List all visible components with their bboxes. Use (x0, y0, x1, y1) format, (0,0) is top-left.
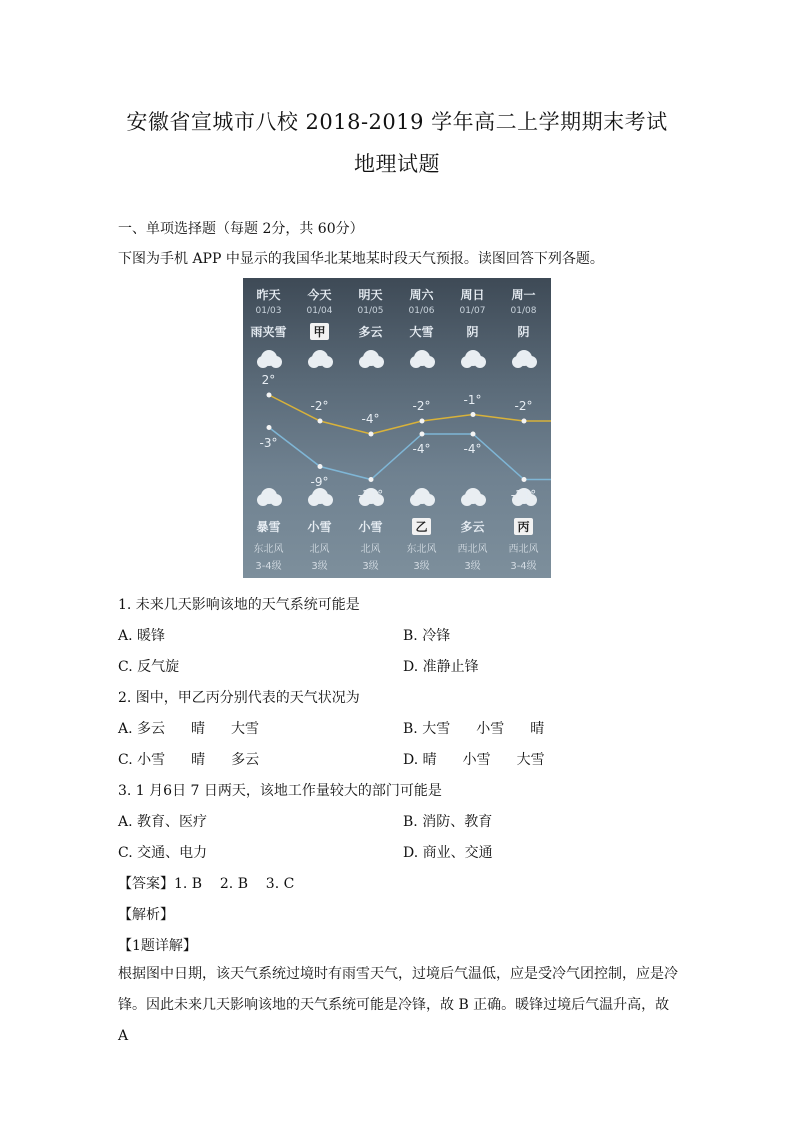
day-condition: 甲 (294, 323, 345, 340)
q2-c-2: 晴 (191, 752, 206, 768)
day-condition: 大雪 (409, 325, 434, 339)
low-temp-label: -11° (510, 487, 537, 502)
cloud-icon (461, 350, 486, 368)
date-label: 01/05 (357, 306, 384, 316)
cloud-icon (359, 350, 384, 368)
date-label: 01/04 (306, 306, 333, 316)
day-label: 周一 (511, 288, 536, 302)
wind-direction: 北风 (309, 544, 330, 555)
temp-point (420, 419, 425, 424)
section-heading: 一、单项选择题（每题 2分，共 60分） (118, 221, 364, 237)
wind-level: 3-4级 (255, 561, 282, 572)
q2-option-b (403, 718, 544, 738)
q2-a-2: 晴 (191, 721, 206, 737)
wind-direction: 北风 (360, 544, 381, 555)
temp-point (471, 432, 476, 437)
q1-option-a: A. 暖锋 (118, 628, 166, 644)
wind-direction: 西北风 (457, 544, 488, 555)
wind-level: 3级 (362, 561, 379, 572)
q1-option-b: B. 冷锋 (403, 628, 451, 644)
temp-point (318, 419, 323, 424)
date-label: 01/07 (459, 306, 486, 316)
q2-a-3: 大雪 (231, 721, 260, 737)
answer-line (118, 873, 294, 893)
wind-level: 3级 (311, 561, 328, 572)
q1-option-c: C. 反气旋 (118, 659, 180, 675)
q3-option-c: C. 交通、电力 (118, 845, 208, 861)
high-temp-label: -2° (412, 399, 431, 413)
q3-option-a: A. 教育、医疗 (118, 814, 208, 830)
high-temp-label: -2° (514, 399, 533, 413)
wind-level: 3级 (413, 561, 430, 572)
night-condition: 小雪 (358, 520, 383, 534)
question-intro: 下图为手机 APP 中显示的我国华北某地某时段天气预报。读图回答下列各题。 (118, 251, 604, 267)
temp-point (267, 393, 272, 398)
temp-point (522, 477, 527, 482)
q3-option-d: D. 商业、交通 (403, 845, 493, 861)
date-label: 01/03 (255, 306, 282, 316)
cloud-icon (257, 350, 282, 368)
q2-d-1: D. 晴 (403, 752, 437, 768)
wind-direction: 西北风 (508, 544, 539, 555)
date-label: 01/08 (510, 306, 537, 316)
temp-point (369, 432, 374, 437)
day-condition: 雨夹雪 (250, 325, 287, 339)
document-title: 安徽省宣城市八校 2018-2019 学年高二上学期期末考试 (126, 110, 668, 134)
day-label: 昨天 (256, 288, 281, 302)
q2-b-3: 晴 (530, 721, 545, 737)
q2-a-1: A. 多云 (118, 721, 166, 737)
day-label: 明天 (358, 288, 383, 302)
temp-point (318, 464, 323, 469)
day-label: 周六 (409, 288, 434, 302)
temp-point (420, 432, 425, 437)
q2-d-2: 小雪 (462, 752, 491, 768)
q2-option-d (403, 749, 545, 769)
cloud-icon (410, 350, 435, 368)
wind-direction: 东北风 (406, 544, 437, 555)
answer-text: 1. B 2. B 3. C (174, 876, 295, 892)
night-condition: 小雪 (307, 520, 332, 534)
day-label: 今天 (307, 288, 332, 302)
q2-b-2: 小雪 (476, 721, 505, 737)
high-temp-label: -2° (310, 399, 329, 413)
weather-forecast-image (243, 278, 551, 578)
document-subtitle: 地理试题 (354, 152, 440, 176)
q2-b-1: B. 大雪 (403, 721, 451, 737)
cloud-icon (308, 350, 333, 368)
wind-level: 3-4级 (510, 561, 537, 572)
high-temp-label: -4° (361, 412, 380, 426)
question-3-stem: 3. 1 月6日 7 日两天，该地工作量较大的部门可能是 (118, 783, 442, 799)
question-1-stem: 1. 未来几天影响该地的天气系统可能是 (118, 597, 360, 613)
low-temp-label: -9° (310, 474, 329, 489)
low-temp-label: -11° (357, 487, 384, 502)
q1-option-d: D. 准静止锋 (403, 659, 479, 675)
q2-d-3: 大雪 (516, 752, 545, 768)
day-label: 周日 (460, 288, 485, 302)
low-temp-label: -3° (259, 435, 278, 450)
q3-option-b: B. 消防、教育 (403, 814, 493, 830)
cloud-icon (308, 488, 333, 506)
question-2-stem: 2. 图中，甲乙丙分别代表的天气状况为 (118, 690, 360, 706)
explanation-text: 根据图中日期，该天气系统过境时有雨雪天气，过境后气温低，应是受冷气团控制，应是冷锋。因此未来几天影响该地的天气系统可能是冷锋，故 B 正确。暖锋过境后气温升高，故 A (118, 966, 678, 1044)
wind-direction: 东北风 (253, 544, 284, 555)
night-condition: 丙 (498, 518, 549, 535)
night-condition: 乙 (396, 518, 447, 535)
answer-label: 【答案】 (118, 876, 174, 892)
date-label: 01/06 (408, 306, 435, 316)
day-condition: 阴 (466, 325, 479, 339)
temp-point (471, 412, 476, 417)
low-temp-label: -4° (412, 442, 431, 456)
cloud-icon (512, 350, 537, 368)
analysis-heading: 【解析】 (118, 907, 174, 923)
wind-level: 3级 (464, 561, 481, 572)
q2-c-1: C. 小雪 (118, 752, 166, 768)
temp-point (267, 425, 272, 430)
cloud-icon (461, 488, 486, 506)
q2-c-3: 多云 (231, 752, 260, 768)
day-condition: 多云 (358, 325, 383, 339)
temp-point (369, 477, 374, 482)
detail-heading: 【1题详解】 (118, 938, 197, 954)
q2-option-a (118, 718, 259, 738)
high-temp-label: 2° (261, 373, 276, 387)
day-condition: 阴 (517, 325, 530, 339)
temp-point (522, 419, 527, 424)
high-temp-label: -1° (463, 392, 482, 407)
q2-option-c (118, 749, 259, 769)
cloud-icon (257, 488, 282, 506)
cloud-icon (410, 488, 435, 506)
night-condition: 暴雪 (256, 520, 281, 534)
night-condition: 多云 (460, 520, 485, 534)
low-temp-label: -4° (463, 442, 482, 456)
